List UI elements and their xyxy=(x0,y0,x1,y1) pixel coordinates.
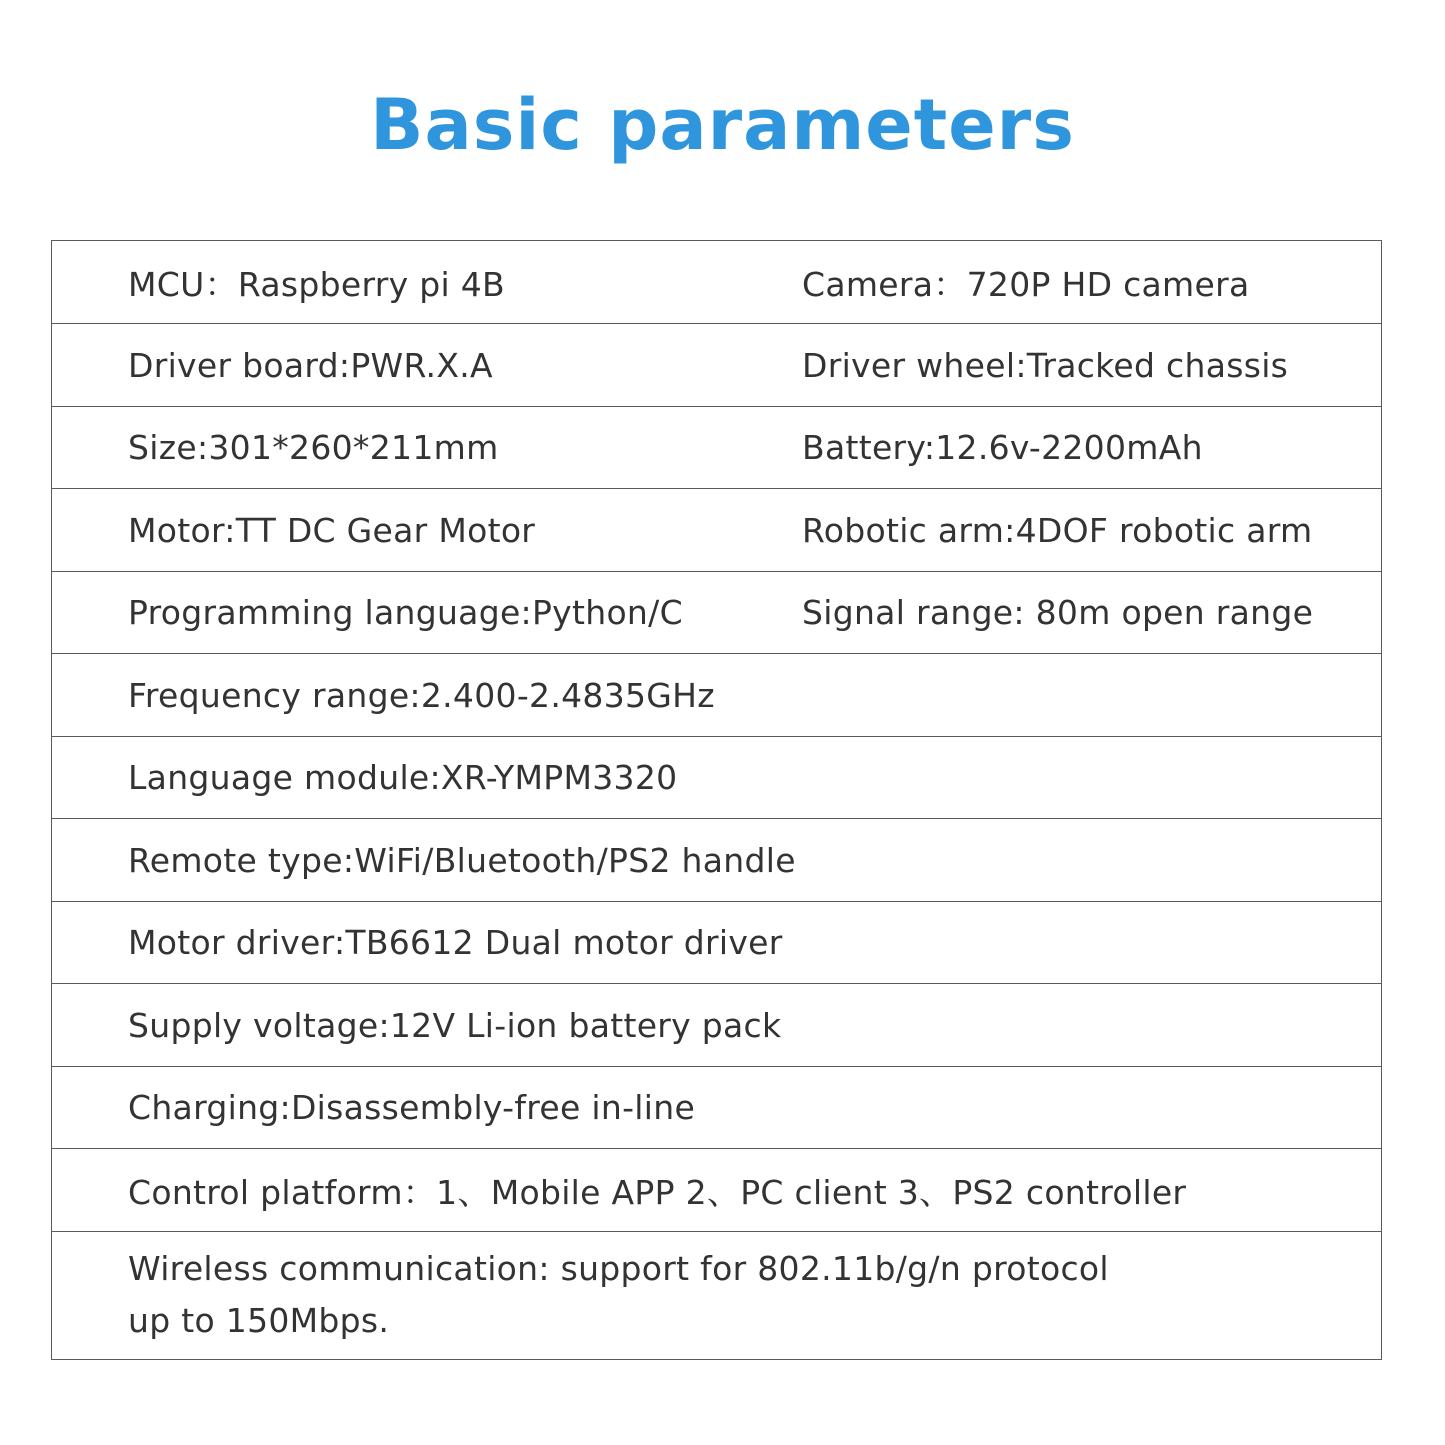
table-row xyxy=(52,902,1381,984)
table-row xyxy=(52,654,1381,737)
spec-battery: Battery:12.6v-2200mAh xyxy=(802,428,1203,467)
table-row xyxy=(52,1067,1381,1149)
table-row xyxy=(52,984,1381,1067)
spec-robotic-arm: Robotic arm:4DOF robotic arm xyxy=(802,510,1313,550)
spec-frequency-range: Frequency range:2.400-2.4835GHz xyxy=(128,675,715,715)
table-row xyxy=(52,1232,1381,1358)
spec-signal-range: Signal range: 80m open range xyxy=(802,593,1314,632)
table-row xyxy=(52,241,1381,324)
table-row xyxy=(52,1149,1381,1232)
spec-language-module: Language module:XR-YMPM3320 xyxy=(128,758,678,797)
spec-table xyxy=(51,240,1382,1360)
spec-motor-driver: Motor driver:TB6612 Dual motor driver xyxy=(128,923,783,962)
spec-control-platform: Control platform：1、Mobile APP 2、PC client 3、PS2 controller xyxy=(128,1172,1187,1212)
spec-remote-type: Remote type:WiFi/Bluetooth/PS2 handle xyxy=(128,840,796,880)
spec-programming-language: Programming language:Python/C xyxy=(128,593,683,632)
spec-driver-wheel: Driver wheel:Tracked chassis xyxy=(802,345,1289,385)
table-row xyxy=(52,407,1381,489)
spec-size: Size:301*260*211mm xyxy=(128,428,499,467)
table-row xyxy=(52,489,1381,572)
spec-mcu: MCU：Raspberry pi 4B xyxy=(128,264,505,304)
spec-charging: Charging:Disassembly-free in-line xyxy=(128,1088,696,1127)
spec-camera: Camera：720P HD camera xyxy=(802,264,1250,304)
spec-wireless-communication xyxy=(128,1232,1278,1358)
table-row xyxy=(52,819,1381,902)
table-row xyxy=(52,737,1381,819)
wireless-line-2: up to 150Mbps. xyxy=(128,1301,390,1340)
page-title: Basic parameters xyxy=(370,84,1075,166)
wireless-line-1: Wireless communication: support for 802.11b/g/n protocol xyxy=(128,1249,1109,1288)
table-row xyxy=(52,324,1381,407)
spec-motor: Motor:TT DC Gear Motor xyxy=(128,510,536,550)
table-row xyxy=(52,572,1381,654)
spec-driver-board: Driver board:PWR.X.A xyxy=(128,345,493,385)
spec-supply-voltage: Supply voltage:12V Li-ion battery pack xyxy=(128,1005,782,1045)
